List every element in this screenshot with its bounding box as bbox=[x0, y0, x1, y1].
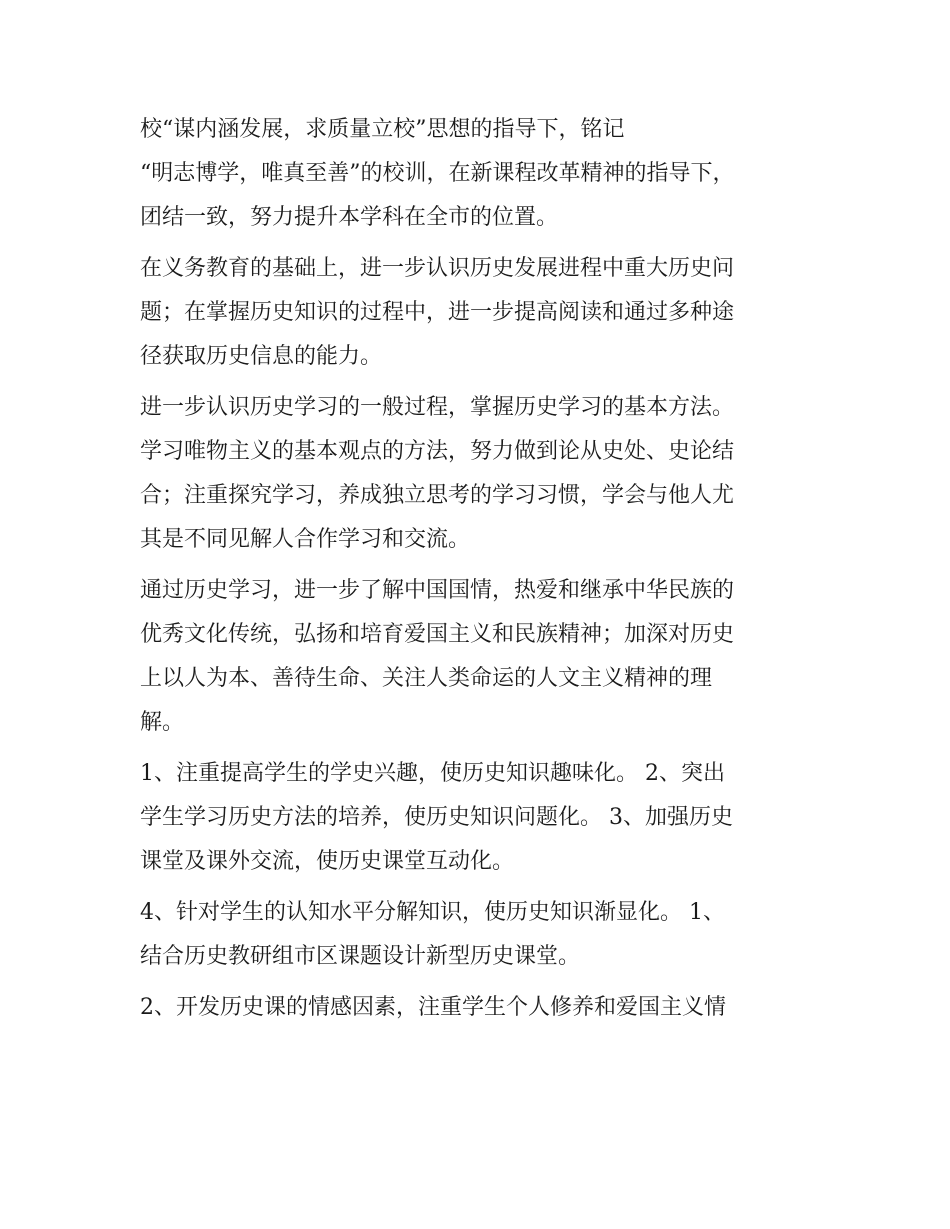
paragraph-measure-4 bbox=[140, 891, 820, 979]
text-line: 题；在掌握历史知识的过程中，进一步提高阅读和通过多种途 bbox=[140, 300, 735, 325]
text-line: 2、开发历史课的情感因素，注重学生个人修养和爱国主义情 bbox=[140, 995, 726, 1020]
paragraph-values-goal bbox=[140, 569, 820, 745]
text-line: 上以人为本、善待生命、关注人类命运的人文主义精神的理 bbox=[140, 666, 713, 691]
text-line: 合；注重探究学习，养成独立思考的学习习惯，学会与他人尤 bbox=[140, 483, 735, 508]
text-line: 课堂及课外交流，使历史课堂互动化。 bbox=[140, 849, 515, 874]
text-line: “明志博学，唯真至善”的校训，在新课程改革精神的指导下， bbox=[140, 161, 735, 186]
paragraph-school-motto bbox=[140, 108, 820, 240]
text-line: 学生学习历史方法的培养，使历史知识问题化。 3、加强历史 bbox=[140, 805, 733, 830]
paragraph-knowledge-goal bbox=[140, 247, 820, 379]
text-line: 在义务教育的基础上，进一步认识历史发展进程中重大历史问 bbox=[140, 256, 735, 281]
text-line: 其是不同见解人合作学习和交流。 bbox=[140, 527, 471, 552]
text-line: 优秀文化传统，弘扬和培育爱国主义和民族精神；加深对历史 bbox=[140, 622, 735, 647]
text-line: 校“谋内涵发展，求质量立校”思想的指导下，铭记 bbox=[140, 117, 625, 142]
paragraph-emotion-factor bbox=[140, 986, 820, 1030]
paragraph-method-goal bbox=[140, 386, 820, 562]
text-line: 进一步认识历史学习的一般过程，掌握历史学习的基本方法。 bbox=[140, 395, 735, 420]
text-line: 通过历史学习，进一步了解中国国情，热爱和继承中华民族的 bbox=[140, 578, 735, 603]
text-line: 结合历史教研组市区课题设计新型历史课堂。 bbox=[140, 944, 581, 969]
text-line: 径获取历史信息的能力。 bbox=[140, 344, 383, 369]
text-line: 4、针对学生的认知水平分解知识，使历史知识渐显化。 1、 bbox=[140, 900, 725, 925]
text-line: 解。 bbox=[140, 710, 185, 735]
text-line: 1、注重提高学生的学史兴趣，使历史知识趣味化。 2、突出 bbox=[140, 761, 725, 786]
paragraph-measures-1-3 bbox=[140, 752, 820, 884]
text-line: 学习唯物主义的基本观点的方法，努力做到论从史处、史论结 bbox=[140, 439, 735, 464]
text-line: 团结一致，努力提升本学科在全市的位置。 bbox=[140, 205, 559, 230]
document-body bbox=[140, 108, 820, 1030]
